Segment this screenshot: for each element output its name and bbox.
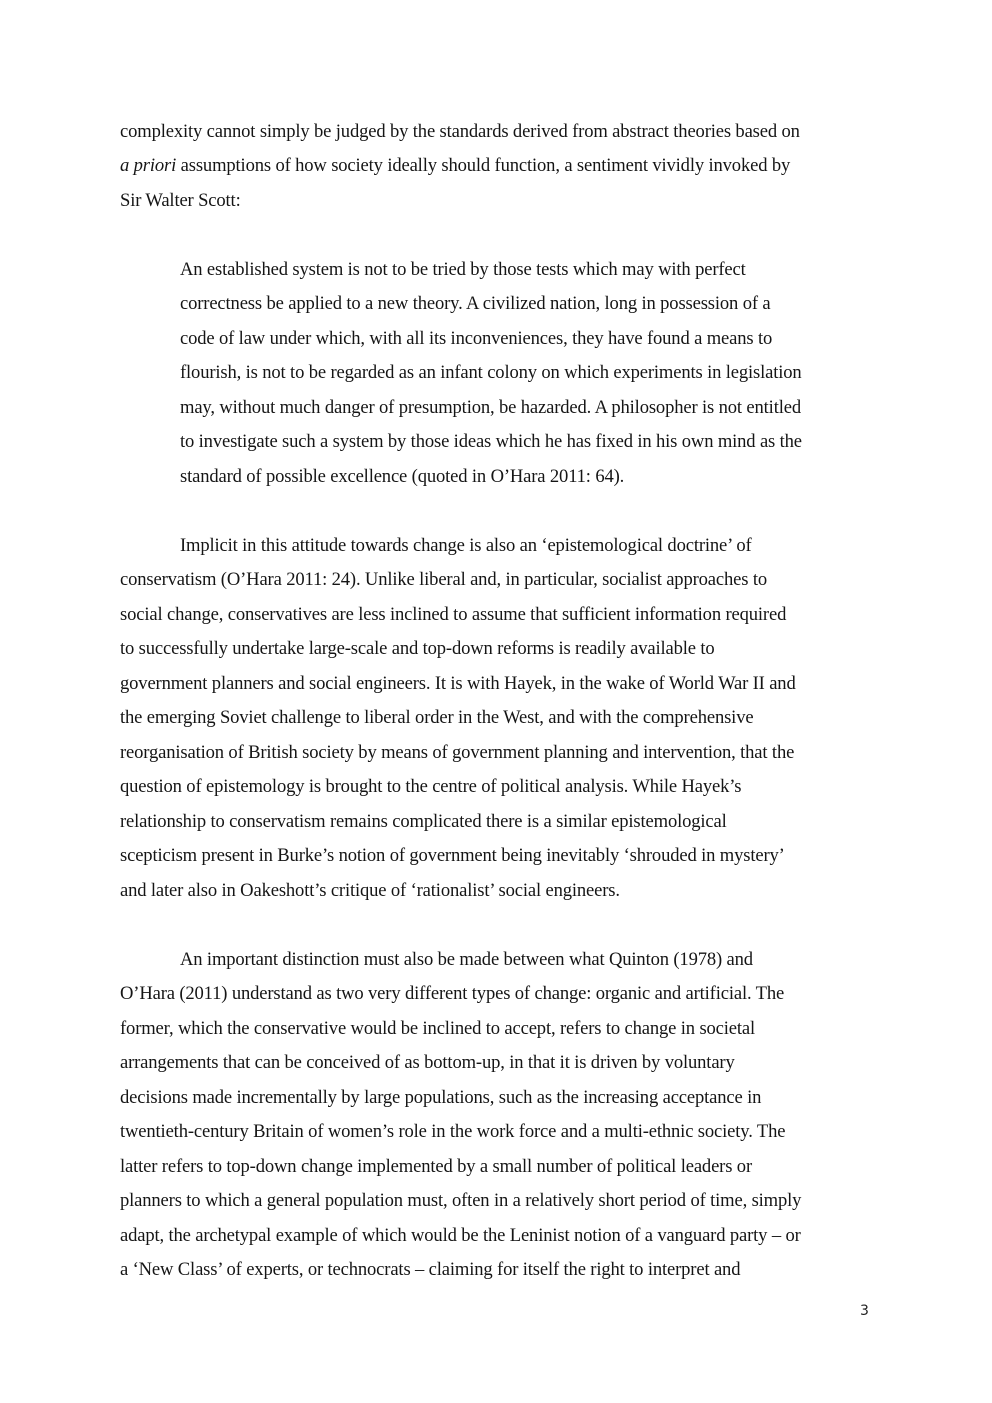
paragraph-line: scepticism present in Burke’s notion of government being inevitably ‘shrouded in mystery’ (120, 845, 785, 866)
paragraph-line: relationship to conservatism remains complicated there is a similar epistemological (120, 811, 727, 832)
paragraph-line: to successfully undertake large-scale and top-down reforms is readily available to (120, 638, 715, 659)
paragraph-line: question of epistemology is brought to the centre of political analysis. While Hayek’s (120, 776, 742, 797)
paragraph-line (120, 155, 790, 177)
paragraph-line: latter refers to top-down change implemented by a small number of political leaders or (120, 1156, 752, 1177)
block-quote-line: to investigate such a system by those ideas which he has fixed in his own mind as the (180, 431, 802, 452)
paragraph-line: O’Hara (2011) understand as two very different types of change: organic and artificial. The (120, 983, 785, 1004)
paragraph-line: reorganisation of British society by means of government planning and intervention, that the (120, 742, 795, 763)
block-quote-line: code of law under which, with all its inconveniences, they have found a means to (180, 328, 773, 349)
block-quote-line: correctness be applied to a new theory. A civilized nation, long in possession of a (180, 293, 771, 314)
paragraph-line: arrangements that can be conceived of as bottom-up, in that it is driven by voluntary (120, 1052, 735, 1073)
paragraph-line: decisions made incrementally by large populations, such as the increasing acceptance in (120, 1087, 762, 1108)
paragraph-line: government planners and social engineers. It is with Hayek, in the wake of World War II and (120, 673, 796, 694)
paragraph-line: conservatism (O’Hara 2011: 24). Unlike liberal and, in particular, socialist approaches to (120, 569, 767, 590)
paragraph-line: twentieth-century Britain of women’s role in the work force and a multi-ethnic society. The (120, 1121, 786, 1142)
paragraph-line: the emerging Soviet challenge to liberal order in the West, and with the comprehensive (120, 707, 754, 728)
line-text: assumptions of how society ideally should function, a sentiment vividly invoked by (176, 155, 791, 176)
block-quote-line: An established system is not to be tried by those tests which may with perfect (180, 259, 746, 280)
block-quote-line: flourish, is not to be regarded as an infant colony on which experiments in legislation (180, 362, 802, 383)
paragraph-line: adapt, the archetypal example of which would be the Leninist notion of a vanguard party – or (120, 1225, 801, 1246)
italic-term: a priori (120, 155, 177, 176)
paragraph-line: former, which the conservative would be inclined to accept, refers to change in societal (120, 1018, 756, 1039)
paragraph-line: a ‘New Class’ of experts, or technocrats – claiming for itself the right to interpret and (120, 1259, 741, 1280)
block-quote-line: standard of possible excellence (quoted in O’Hara 2011: 64). (180, 466, 625, 487)
paragraph-line: and later also in Oakeshott’s critique of ‘rationalist’ social engineers. (120, 880, 620, 901)
paragraph-line: Sir Walter Scott: (120, 190, 241, 211)
paragraph-line: social change, conservatives are less inclined to assume that sufficient information required (120, 604, 787, 625)
block-quote-line: may, without much danger of presumption, be hazarded. A philosopher is not entitled (180, 397, 801, 418)
paragraph-line: complexity cannot simply be judged by the standards derived from abstract theories based on (120, 121, 800, 142)
page-number: 3 (860, 1303, 869, 1319)
paragraph-line: An important distinction must also be made between what Quinton (1978) and (180, 949, 753, 970)
paragraph-line: Implicit in this attitude towards change is also an ‘epistemological doctrine’ of (180, 535, 752, 556)
paragraph-line: planners to which a general population must, often in a relatively short period of time, simply (120, 1190, 802, 1211)
